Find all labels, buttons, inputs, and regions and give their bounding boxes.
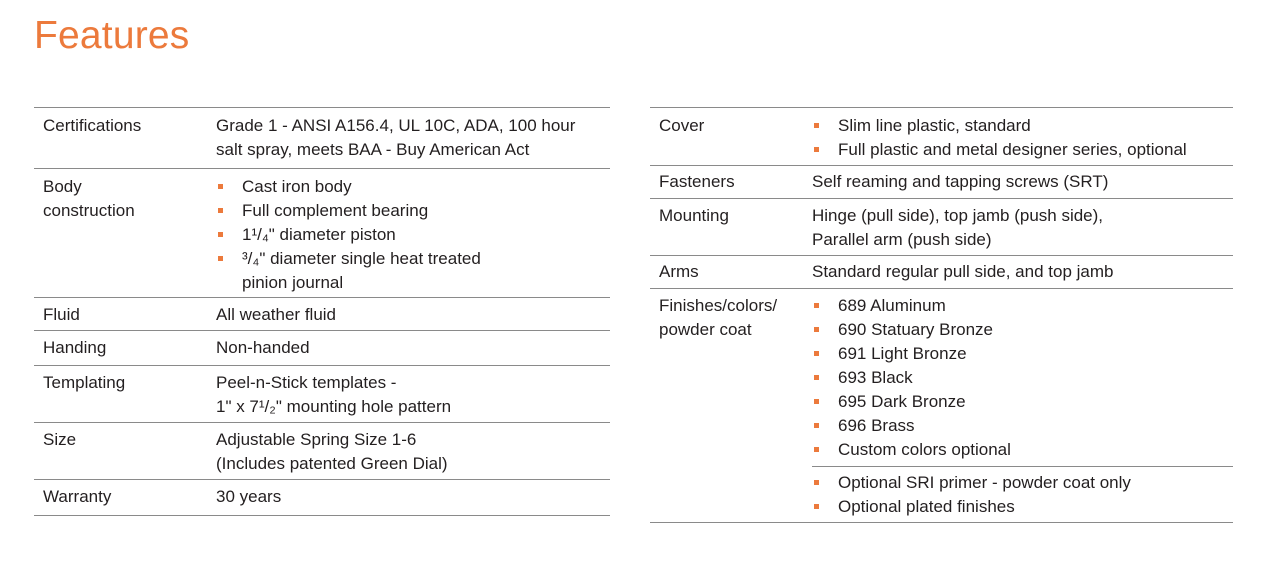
row-label: Warranty bbox=[43, 487, 112, 506]
row-label: Handing bbox=[43, 338, 107, 357]
value-line: Grade 1 - ANSI A156.4, UL 10C, ADA, 100 hour bbox=[216, 116, 576, 135]
bullet-item: 1¹/₄" diameter piston bbox=[216, 223, 610, 247]
bullet-item: Optional plated finishes bbox=[812, 495, 1233, 519]
row-label: Size bbox=[43, 430, 77, 449]
value-line: 1" x 7¹/₂" mounting hole pattern bbox=[216, 397, 452, 416]
value-line: Hinge (pull side), top jamb (push side), bbox=[812, 206, 1104, 225]
bullet-item: Optional SRI primer - powder coat only bbox=[812, 471, 1233, 495]
label-line: Finishes/colors/ bbox=[659, 296, 778, 315]
row-body-construction bbox=[34, 169, 610, 298]
features-table-right bbox=[650, 107, 1233, 523]
row-finishes bbox=[650, 289, 1233, 523]
row-label: Arms bbox=[659, 262, 699, 281]
bullet-item: Cast iron body bbox=[216, 175, 610, 199]
row-value: 30 years bbox=[216, 487, 282, 506]
bullet-item: 693 Black bbox=[812, 366, 1233, 390]
bullet-item: Full complement bearing bbox=[216, 199, 610, 223]
value-line: Parallel arm (push side) bbox=[812, 230, 992, 249]
bullet-item: Custom colors optional bbox=[812, 438, 1233, 462]
row-fluid bbox=[34, 298, 610, 331]
row-value: Self reaming and tapping screws (SRT) bbox=[812, 172, 1109, 191]
row-handing bbox=[34, 331, 610, 366]
row-warranty bbox=[34, 480, 610, 516]
bullet-list bbox=[216, 175, 610, 295]
label-line: powder coat bbox=[659, 320, 752, 339]
row-size bbox=[34, 423, 610, 480]
row-value bbox=[812, 204, 1233, 255]
features-table-left bbox=[34, 107, 610, 516]
row-mounting bbox=[650, 199, 1233, 256]
label-line: construction bbox=[43, 201, 135, 220]
row-label bbox=[34, 175, 216, 297]
row-value bbox=[812, 114, 1233, 165]
value-line: Adjustable Spring Size 1-6 bbox=[216, 430, 417, 449]
row-value: Standard regular pull side, and top jamb bbox=[812, 262, 1114, 281]
row-label: Cover bbox=[659, 116, 705, 135]
bullet-item: Full plastic and metal designer series, optional bbox=[812, 138, 1233, 162]
row-value: All weather fluid bbox=[216, 305, 337, 324]
bullet-item: 689 Aluminum bbox=[812, 294, 1233, 318]
row-value bbox=[812, 294, 1233, 522]
bullet-item: 691 Light Bronze bbox=[812, 342, 1233, 366]
row-label: Fluid bbox=[43, 305, 80, 324]
bullet-list bbox=[812, 294, 1233, 466]
row-value bbox=[216, 114, 610, 168]
row-certifications bbox=[34, 108, 610, 169]
row-cover bbox=[650, 108, 1233, 166]
value-line: (Includes patented Green Dial) bbox=[216, 454, 448, 473]
value-line: Peel-n-Stick templates - bbox=[216, 373, 397, 392]
row-arms bbox=[650, 256, 1233, 289]
bullet-item: 696 Brass bbox=[812, 414, 1233, 438]
row-label: Fasteners bbox=[659, 172, 735, 191]
bullet-item: ³/₄" diameter single heat treated bbox=[216, 247, 610, 271]
row-value: Non-handed bbox=[216, 338, 310, 357]
bullet-item: 695 Dark Bronze bbox=[812, 390, 1233, 414]
row-value bbox=[216, 428, 610, 479]
row-fasteners bbox=[650, 166, 1233, 199]
row-templating bbox=[34, 366, 610, 423]
row-value bbox=[216, 175, 610, 297]
label-line: Body bbox=[43, 177, 82, 196]
bullet-list bbox=[812, 114, 1233, 162]
row-label bbox=[650, 294, 812, 522]
bullet-continuation: pinion journal bbox=[242, 273, 344, 292]
row-label: Mounting bbox=[659, 206, 729, 225]
row-label: Templating bbox=[43, 373, 126, 392]
value-line: salt spray, meets BAA - Buy American Act bbox=[216, 140, 530, 159]
bullet-list-secondary bbox=[812, 466, 1233, 519]
bullet-item: 690 Statuary Bronze bbox=[812, 318, 1233, 342]
bullet-item: Slim line plastic, standard bbox=[812, 114, 1233, 138]
page-title: Features bbox=[34, 14, 190, 57]
row-value bbox=[216, 371, 610, 422]
row-label: Certifications bbox=[43, 116, 142, 135]
